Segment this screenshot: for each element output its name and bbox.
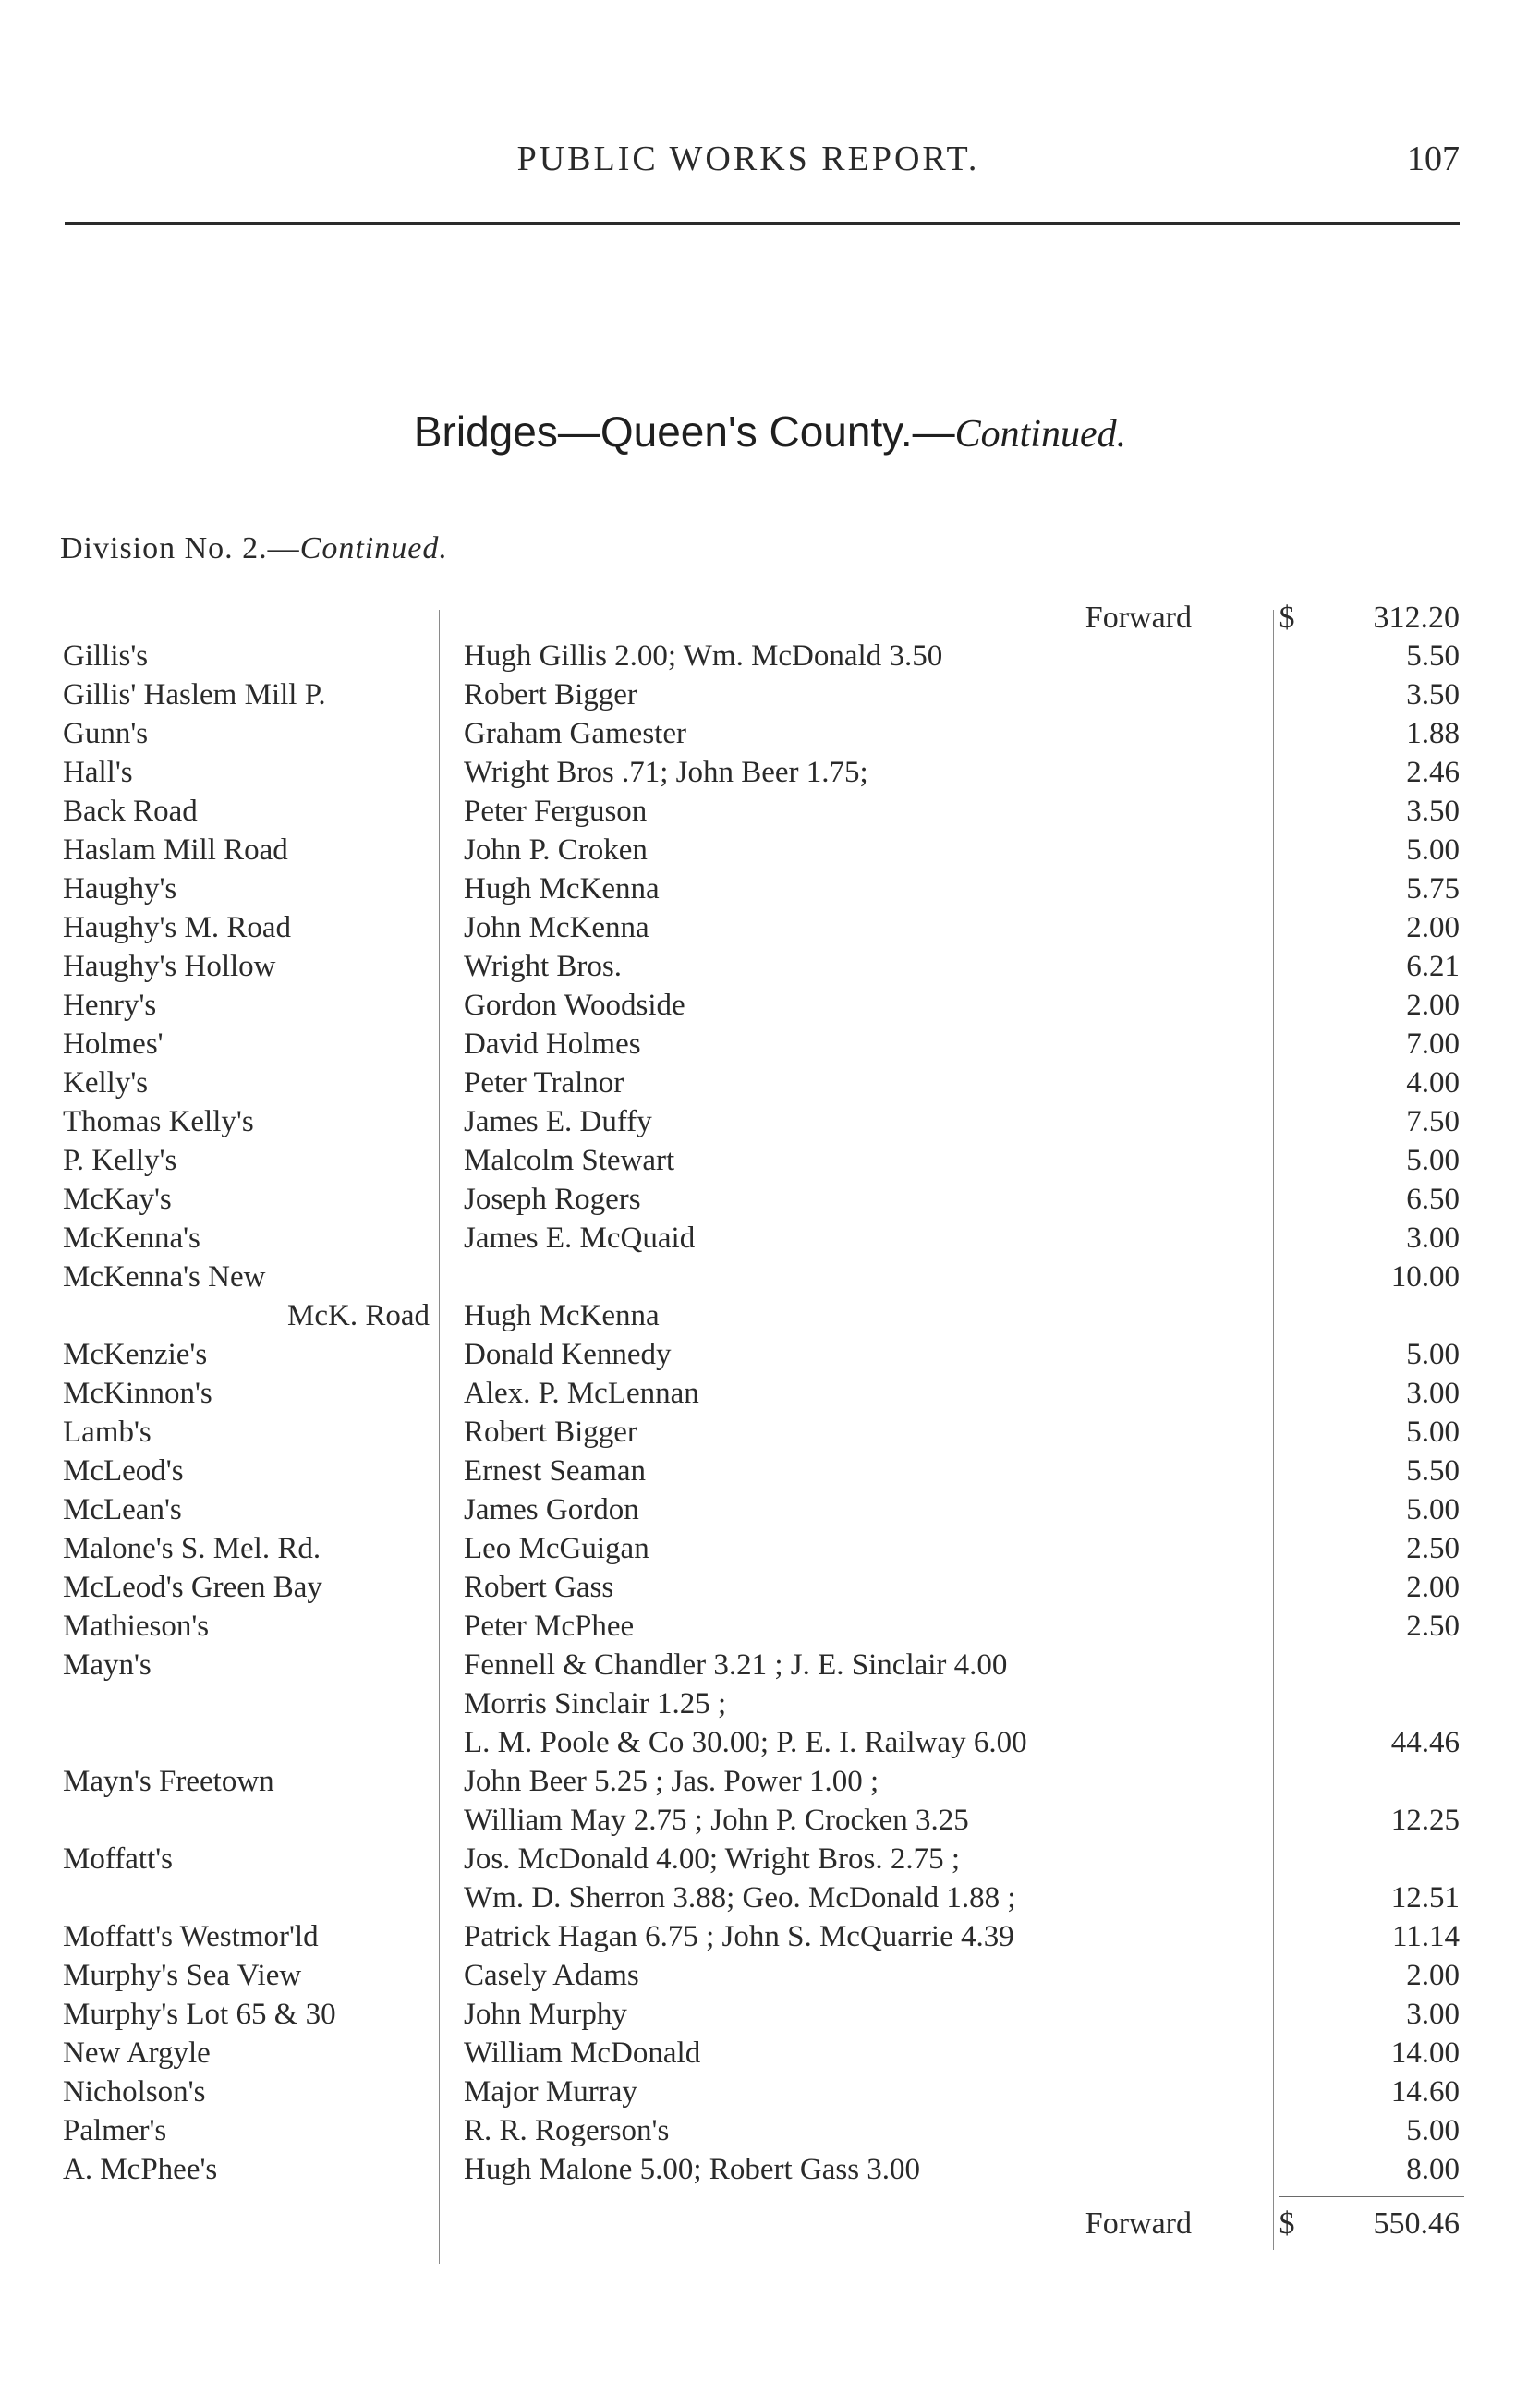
table-row — [0, 1183, 1540, 1222]
place-name: Gunn's — [63, 717, 149, 750]
table-row — [0, 1687, 1540, 1726]
amount: 2.50 — [1406, 1610, 1460, 1643]
amount: 3.00 — [1406, 1998, 1460, 2031]
payee-list: Gordon Woodside — [464, 989, 685, 1022]
payee-list: John Beer 5.25 ; Jas. Power 1.00 ; — [464, 1765, 879, 1798]
running-head — [0, 139, 1540, 185]
place-name: Murphy's Lot 65 & 30 — [63, 1998, 336, 2031]
table-row — [0, 1571, 1540, 1610]
place-name: New Argyle — [63, 2036, 211, 2070]
table-row — [0, 1027, 1540, 1066]
section-title-continued: Continued. — [954, 413, 1127, 456]
payee-list: Hugh McKenna — [464, 872, 660, 906]
table-row — [0, 1338, 1540, 1377]
amount: 5.00 — [1406, 833, 1460, 867]
table-row — [0, 1066, 1540, 1105]
payee-list: Peter Ferguson — [464, 795, 648, 828]
table-row — [0, 756, 1540, 795]
amount: 44.46 — [1390, 1726, 1460, 1759]
forward-row-bottom — [0, 2206, 1540, 2245]
table-row — [0, 911, 1540, 950]
amount: 5.00 — [1406, 1493, 1460, 1526]
table-row — [0, 872, 1540, 911]
table-row — [0, 795, 1540, 833]
table-row — [0, 717, 1540, 756]
amount: 11.14 — [1391, 1920, 1460, 1953]
place-name: McKenna's New — [63, 1260, 266, 1294]
place-name: Murphy's Sea View — [63, 1959, 302, 1992]
payee-list: James E. McQuaid — [464, 1222, 696, 1255]
amount: 4.00 — [1406, 1066, 1460, 1100]
amount: 7.50 — [1406, 1105, 1460, 1138]
place-name: Henry's — [63, 989, 157, 1022]
payee-list: Ernest Seaman — [464, 1454, 647, 1488]
payee-list: Morris Sinclair 1.25 ; — [464, 1687, 727, 1720]
table-row — [0, 1881, 1540, 1920]
payee-list: R. R. Rogerson's — [464, 2114, 670, 2147]
section-title-text: Bridges—Queen's County.— — [413, 407, 955, 456]
payee-list: James Gordon — [464, 1493, 639, 1526]
place-name: Moffatt's — [63, 1842, 173, 1876]
division-heading — [60, 531, 448, 566]
payee-list: Graham Gamester — [464, 717, 686, 750]
amount: 6.21 — [1406, 950, 1460, 983]
place-name: Mayn's Freetown — [63, 1765, 274, 1798]
payee-list: David Holmes — [464, 1027, 641, 1061]
table-row — [0, 2075, 1540, 2114]
payee-list: Major Murray — [464, 2075, 637, 2109]
amount: 5.50 — [1406, 639, 1460, 673]
table-row — [0, 1493, 1540, 1532]
place-name: Haughy's Hollow — [63, 950, 276, 983]
amount: 2.00 — [1406, 989, 1460, 1022]
table-row — [0, 1260, 1540, 1299]
amount: 5.00 — [1406, 1338, 1460, 1371]
amount: 5.50 — [1406, 1454, 1460, 1488]
place-name: Nicholson's — [63, 2075, 206, 2109]
payee-list: Patrick Hagan 6.75 ; John S. McQuarrie 4.39 — [464, 1920, 1014, 1953]
place-name: Haughy's — [63, 872, 177, 906]
amount: 2.50 — [1406, 1532, 1460, 1565]
dollar-sign: $ — [1279, 2206, 1295, 2241]
table-row — [0, 950, 1540, 989]
payee-list: James E. Duffy — [464, 1105, 652, 1138]
running-title: PUBLIC WORKS REPORT. — [516, 140, 980, 178]
table-row — [0, 1416, 1540, 1454]
place-name: McLean's — [63, 1493, 182, 1526]
place-name: Malone's S. Mel. Rd. — [63, 1532, 321, 1565]
payee-list: Robert Bigger — [464, 678, 637, 711]
payee-list: Joseph Rogers — [464, 1183, 641, 1216]
place-name: P. Kelly's — [63, 1144, 177, 1177]
place-name: Moffatt's Westmor'ld — [63, 1920, 319, 1953]
payee-list: William McDonald — [464, 2036, 701, 2070]
amount: 10.00 — [1390, 1260, 1460, 1294]
amount: 3.50 — [1406, 678, 1460, 711]
amount: 2.00 — [1406, 1959, 1460, 1992]
place-name: Mathieson's — [63, 1610, 210, 1643]
payee-list: Leo McGuigan — [464, 1532, 649, 1565]
header-rule — [65, 222, 1460, 225]
payee-list: John P. Croken — [464, 833, 648, 867]
table-row — [0, 1998, 1540, 2036]
payee-list: Hugh Malone 5.00; Robert Gass 3.00 — [464, 2153, 921, 2186]
place-name: McKenna's — [63, 1222, 200, 1255]
place-name: Thomas Kelly's — [63, 1105, 254, 1138]
place-name: Kelly's — [63, 1066, 149, 1100]
payee-list: Wright Bros. — [464, 950, 622, 983]
forward-amount: 312.20 — [1373, 601, 1460, 635]
table-row — [0, 1454, 1540, 1493]
amount: 14.60 — [1390, 2075, 1460, 2109]
place-name: McLeod's Green Bay — [63, 1571, 322, 1604]
place-name: Back Road — [63, 795, 198, 828]
place-name: Lamb's — [63, 1416, 152, 1449]
payee-list: Hugh Gillis 2.00; Wm. McDonald 3.50 — [464, 639, 943, 673]
table-row — [0, 678, 1540, 717]
amount: 12.51 — [1390, 1881, 1460, 1915]
payee-list: Alex. P. McLennan — [464, 1377, 699, 1410]
amount: 3.00 — [1406, 1222, 1460, 1255]
amount: 3.00 — [1406, 1377, 1460, 1410]
place-name: Gillis's — [63, 639, 149, 673]
table-row — [0, 1726, 1540, 1765]
place-name: McKenzie's — [63, 1338, 208, 1371]
table-row — [0, 2153, 1540, 2192]
payee-list: Peter Tralnor — [464, 1066, 624, 1100]
place-name: McKay's — [63, 1183, 172, 1216]
forward-row-top — [0, 601, 1540, 639]
place-name: McK. Road — [287, 1299, 430, 1332]
place-name: Holmes' — [63, 1027, 164, 1061]
place-name: Haslam Mill Road — [63, 833, 288, 867]
amount: 5.00 — [1406, 1416, 1460, 1449]
amount: 2.00 — [1406, 911, 1460, 944]
place-name: A. McPhee's — [63, 2153, 218, 2186]
page-number: 107 — [1407, 140, 1460, 178]
dollar-sign: $ — [1279, 601, 1295, 635]
table-row — [0, 2036, 1540, 2075]
payee-list: Casely Adams — [464, 1959, 639, 1992]
ledger-table — [0, 601, 1540, 2255]
place-name: McKinnon's — [63, 1377, 212, 1410]
table-row — [0, 1144, 1540, 1183]
table-row — [0, 1804, 1540, 1842]
table-row — [0, 1377, 1540, 1416]
amount: 12.25 — [1390, 1804, 1460, 1837]
payee-list: Wm. D. Sherron 3.88; Geo. McDonald 1.88 ; — [464, 1881, 1016, 1915]
place-name: Hall's — [63, 756, 133, 789]
table-row — [0, 639, 1540, 678]
amount: 8.00 — [1406, 2153, 1460, 2186]
division-continued: Continued. — [299, 531, 448, 565]
payee-list: William May 2.75 ; John P. Crocken 3.25 — [464, 1804, 969, 1837]
payee-list: Malcolm Stewart — [464, 1144, 675, 1177]
forward-label: Forward — [1085, 601, 1192, 635]
place-name: Haughy's M. Road — [63, 911, 292, 944]
table-row — [0, 1959, 1540, 1998]
payee-list: John Murphy — [464, 1998, 627, 2031]
table-row — [0, 1222, 1540, 1260]
amount: 2.00 — [1406, 1571, 1460, 1604]
payee-list: Donald Kennedy — [464, 1338, 672, 1371]
forward-amount: 550.46 — [1373, 2206, 1460, 2241]
payee-list: Hugh McKenna — [464, 1299, 660, 1332]
amount: 2.46 — [1406, 756, 1460, 789]
payee-list: Jos. McDonald 4.00; Wright Bros. 2.75 ; — [464, 1842, 961, 1876]
total-rule — [1279, 2196, 1464, 2197]
table-row — [0, 1532, 1540, 1571]
table-row — [0, 1299, 1540, 1338]
forward-label: Forward — [1085, 2206, 1192, 2241]
table-row — [0, 989, 1540, 1027]
table-row — [0, 833, 1540, 872]
payee-list: Fennell & Chandler 3.21 ; J. E. Sinclair 4.00 — [464, 1648, 1008, 1682]
table-row — [0, 1648, 1540, 1687]
amount: 5.75 — [1406, 872, 1460, 906]
amount: 6.50 — [1406, 1183, 1460, 1216]
table-row — [0, 1765, 1540, 1804]
amount: 14.00 — [1390, 2036, 1460, 2070]
table-row — [0, 1920, 1540, 1959]
division-label: Division No. 2.— — [60, 531, 300, 565]
amount: 3.50 — [1406, 795, 1460, 828]
amount: 5.00 — [1406, 1144, 1460, 1177]
payee-list: Peter McPhee — [464, 1610, 635, 1643]
table-row — [0, 2114, 1540, 2153]
payee-list: Wright Bros .71; John Beer 1.75; — [464, 756, 868, 789]
table-row — [0, 1105, 1540, 1144]
place-name: Mayn's — [63, 1648, 152, 1682]
payee-list: John McKenna — [464, 911, 649, 944]
payee-list: L. M. Poole & Co 30.00; P. E. I. Railway 6.00 — [464, 1726, 1027, 1759]
payee-list: Robert Gass — [464, 1571, 614, 1604]
table-row — [0, 1610, 1540, 1648]
amount: 5.00 — [1406, 2114, 1460, 2147]
section-title — [0, 407, 1540, 456]
place-name: Palmer's — [63, 2114, 167, 2147]
amount: 1.88 — [1406, 717, 1460, 750]
place-name: McLeod's — [63, 1454, 184, 1488]
amount: 7.00 — [1406, 1027, 1460, 1061]
place-name: Gillis' Haslem Mill P. — [63, 678, 326, 711]
table-row — [0, 1842, 1540, 1881]
payee-list: Robert Bigger — [464, 1416, 637, 1449]
